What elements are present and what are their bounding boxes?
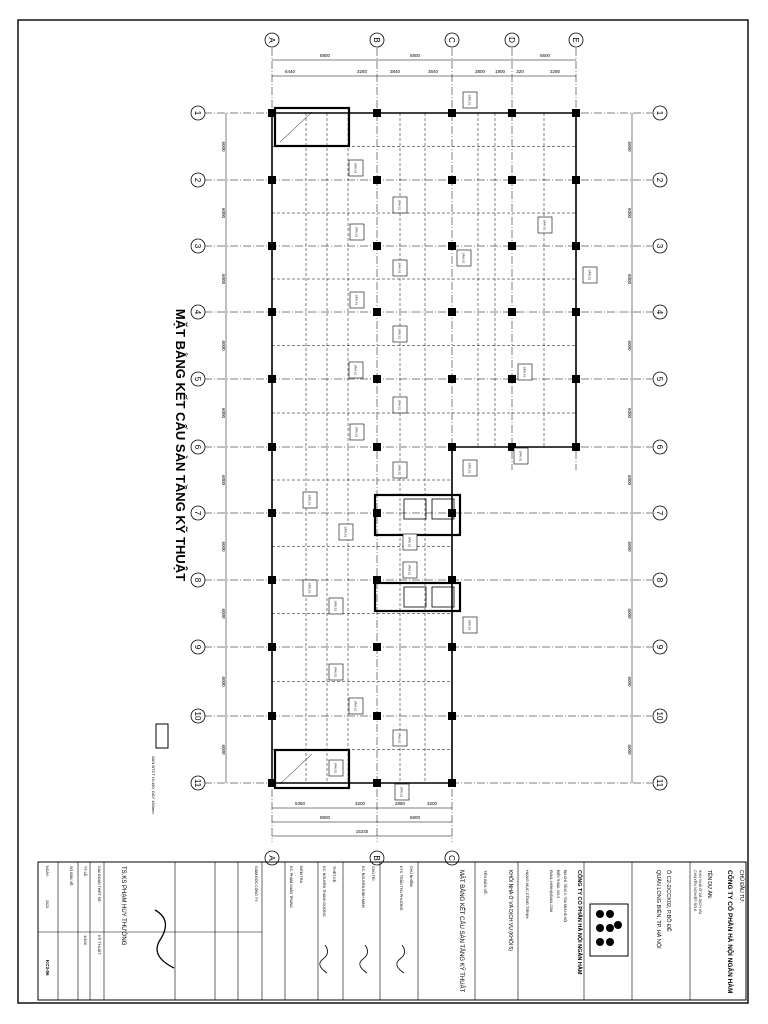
project-name: KHU NHÀ Ở VÀ DỊCH VỤ [698, 870, 702, 915]
project-line2: CHUYÊN NGHIỆP SỐ 6 [693, 870, 697, 912]
column [268, 643, 276, 651]
dimension-top-detail: 3260 [356, 69, 368, 74]
column [373, 242, 381, 250]
column [508, 242, 516, 250]
grid-bubble-left-label: 11 [193, 778, 202, 788]
logo-mark [596, 924, 604, 932]
grid-bubble-left-label: 7 [193, 510, 202, 516]
column [373, 712, 381, 720]
role-label: KIỂM TRA: [299, 866, 303, 884]
column [508, 375, 516, 383]
phase-value: KỸ THUẬT [97, 935, 102, 955]
dimension-bottom-overall: 6800 [409, 815, 421, 820]
dimension-top-overall: 8800 [319, 53, 331, 58]
column [373, 375, 381, 383]
consultant-name: CÔNG TY CỔ PHẦN HÀ NỘI NGÂN HÀM [576, 870, 582, 975]
slab-tag-label: SÀN S1 [397, 464, 402, 476]
grid-bubble-left-label: 6 [193, 444, 202, 450]
column [448, 375, 456, 383]
sheet-name-label: TÊN BẢN VẼ: [483, 870, 488, 895]
column [448, 643, 456, 651]
grid-bubble-top-label: D [507, 37, 516, 43]
scale-label: TỶ LỆ: [83, 866, 87, 877]
dimension-top-overall: 6800 [409, 53, 421, 58]
column [572, 375, 580, 383]
column [373, 109, 381, 117]
slab-tag-label: SÀN S1 [397, 262, 402, 274]
grid-bubble-right-label: 2 [655, 177, 664, 183]
slab-tag-label: SÀN S1 [353, 162, 358, 174]
column [373, 779, 381, 787]
slab-tag-label: SÀN S1 [542, 219, 547, 231]
dimension-row-right: 6000 [627, 541, 632, 552]
slab-tag-label: SÀN S1 [353, 364, 358, 376]
column [508, 308, 516, 316]
column [448, 308, 456, 316]
grid-bubble-top-label: A [267, 37, 276, 43]
approver-signature [155, 910, 174, 968]
grid-bubble-right-label: 8 [655, 577, 664, 583]
column [572, 308, 580, 316]
elevator-shaft [404, 587, 426, 607]
legend-note: SÀN BTCT H=160, DÀY 160mm [151, 756, 156, 814]
grid-bubble-right-label: 5 [655, 376, 664, 382]
slab-tag-label: SÀN S1 [353, 700, 358, 712]
grid-bubble-left-label: 9 [193, 644, 202, 650]
slab-tag-label: SÀN S1 [333, 666, 338, 678]
column [268, 576, 276, 584]
grid-bubble-left-label: 1 [193, 110, 202, 116]
column [572, 176, 580, 184]
column [448, 443, 456, 451]
column [268, 443, 276, 451]
column [448, 712, 456, 720]
column [448, 509, 456, 517]
role-name: KS. PHẠM XUÂN TRUNG [289, 866, 293, 908]
grid-bubble-right-label: 1 [655, 110, 664, 116]
sheet-no-value: KC3-06 [45, 960, 50, 976]
slab-tag-label: SÀN S1 [467, 462, 472, 474]
slab-tag-label: SÀN S1 [307, 582, 312, 594]
location-line: QUẬN LONG BIÊN, TP. HÀ NỘI [655, 870, 661, 949]
dimension-row-right: 6000 [627, 608, 632, 619]
column [268, 509, 276, 517]
column [448, 176, 456, 184]
grid-bubble-top-label: C [447, 37, 456, 43]
column [508, 109, 516, 117]
slab-tag-label: SÀN S1 [333, 600, 338, 612]
elevator-shaft [432, 587, 454, 607]
column [373, 308, 381, 316]
building-outline [272, 113, 576, 783]
grid-bubble-left-label: 5 [193, 376, 202, 382]
dimension-bottom-detail: 3200 [354, 801, 366, 806]
logo-mark [606, 910, 614, 918]
date-value: 2023 [45, 900, 49, 908]
consultant-info: ĐỊA CHỈ: TẦNG 5, TÒA NHÀ HÀ NỘI [563, 870, 567, 923]
project-label: TÊN DỰ ÁN: [706, 870, 712, 899]
drawing-title: MẶT BẰNG KẾT CẤU SÀN TẦNG KỸ THUẬT [173, 308, 188, 582]
dimension-bottom-detail: 2880 [394, 801, 406, 806]
grid-bubble-top-label: E [571, 37, 580, 43]
slab-tag-label: SÀN S1 [399, 786, 404, 798]
dimension-top-detail: 3840 [389, 69, 401, 74]
role-label: CHỦ NHIỆM: [409, 866, 413, 888]
grid-bubble-right-label: 11 [655, 778, 664, 788]
grid-bubble-bottom-label: B [372, 855, 381, 861]
dimension-row-right: 6000 [627, 676, 632, 687]
dimension-top-detail: 3290 [549, 69, 561, 74]
approver-label: GIÁM ĐỐC CÔNG TY: [254, 866, 258, 903]
column [572, 443, 580, 451]
dimension-row-left: 6000 [221, 676, 226, 687]
dimension-row-left: 6000 [221, 744, 226, 755]
dimension-row-left: 6000 [221, 207, 226, 219]
grid-bubble-right-label: 3 [655, 243, 664, 249]
slab-tag-label: SÀN S1 [522, 366, 527, 378]
slab-tag-label: SÀN S1 [397, 399, 402, 411]
dimension-row-right: 6000 [627, 407, 632, 419]
slab-tag-label: SÀN S1 [397, 199, 402, 211]
elevator-shaft [404, 499, 426, 519]
slab-tag-label: SÀN S1 [518, 450, 523, 462]
dimension-row-left: 6000 [221, 608, 226, 619]
dimension-row-left: 6000 [221, 141, 226, 152]
dimension-top-detail: 320 [516, 69, 524, 74]
building-name: KHỐI NHÀ Ở VÀ DỊCH VỤ (KHỐI 5) [507, 870, 513, 951]
approver-name: TS.KS PHẠM HUY THƯỜNG [120, 866, 126, 946]
column [448, 242, 456, 250]
slab-tag-label: SÀN S1 [354, 226, 359, 238]
column [373, 643, 381, 651]
role-name: KTS. TRẦN THU PHƯƠNG [399, 866, 403, 911]
role-name: KS. NGUYỄN THÀNH DƯƠNG [322, 866, 326, 917]
dimension-bottom-total: 15240 [355, 829, 369, 834]
dimension-top-detail: 3800 [474, 69, 486, 74]
dimension-row-right: 6000 [627, 141, 632, 152]
dimension-bottom-detail: 5360 [294, 801, 306, 806]
grid-bubble-right-label: 7 [655, 510, 664, 516]
dimension-top-detail: 3840 [427, 69, 439, 74]
dimension-row-right: 6000 [627, 340, 632, 351]
dimension-top-detail: 1900 [494, 69, 506, 74]
title-block [38, 862, 746, 1000]
grid-bubble-left-label: 10 [193, 711, 202, 721]
consultant-info: EMAIL: HNNH@GMAIL.COM [549, 870, 553, 913]
slab-tag-label: SÀN S1 [467, 94, 472, 106]
logo-mark [606, 924, 614, 932]
slab-tag-label: SÀN S1 [587, 269, 592, 281]
consultant-info: ĐIỆN THOẠI: 024.3 [556, 870, 560, 898]
grid-bubble-right-label: 6 [655, 444, 664, 450]
legend-swatch [156, 724, 168, 748]
dimension-top-detail: 6440 [284, 69, 296, 74]
dimension-row-right: 6000 [627, 273, 632, 285]
floor-plan [191, 33, 667, 865]
logo-mark [614, 921, 622, 929]
elevator-core-upper [375, 495, 460, 535]
column [572, 242, 580, 250]
owner-label: CHỦ ĐẦU TƯ: [738, 870, 744, 903]
grid-bubble-top-label: B [372, 37, 381, 43]
dimension-bottom-overall: 8800 [319, 815, 331, 820]
location-line: Ô C2-2/CCK02, P.BỒ ĐỀ [665, 870, 671, 932]
building-label: HẠNG MỤC CÔNG TRÌNH: [525, 870, 530, 920]
column [373, 443, 381, 451]
dimension-row-left: 6000 [221, 273, 226, 285]
grid-bubble-right-label: 4 [655, 309, 664, 315]
slab-tag-label: SÀN S1 [354, 426, 359, 438]
grid-bubble-bottom-label: A [267, 855, 276, 861]
dimension-row-left: 6000 [221, 474, 226, 486]
sheet-no-label: SỐ BẢN VẼ: [69, 866, 73, 887]
column [268, 712, 276, 720]
column [572, 109, 580, 117]
phase-label: GIAI ĐOẠN THIẾT KẾ: [97, 866, 101, 903]
grid-bubble-right-label: 10 [655, 711, 664, 721]
role-name: KS. NGUYỄN ĐÌNH MINH [361, 866, 365, 909]
role-label: THIẾT KẾ: [332, 866, 336, 884]
column [268, 375, 276, 383]
grid-bubble-left-label: 8 [193, 577, 202, 583]
logo-mark [606, 938, 614, 946]
column [268, 308, 276, 316]
slab-tag-label: SÀN S1 [397, 732, 402, 744]
date-label: NGÀY: [45, 866, 49, 877]
slab-tag-label: SÀN S1 [467, 619, 472, 631]
slab-tag-label: SÀN S1 [407, 536, 412, 548]
dimension-row-right: 6000 [627, 207, 632, 219]
scale-value: 1/100 [83, 935, 88, 946]
dimension-row-left: 6000 [221, 407, 226, 419]
grid-bubble-bottom-label: C [447, 855, 456, 861]
column [268, 176, 276, 184]
logo-mark [596, 938, 604, 946]
dimension-row-right: 6000 [627, 744, 632, 755]
stair-diagonal [280, 754, 312, 784]
signature-mark [320, 945, 328, 973]
column [373, 176, 381, 184]
sheet-name: MẶT BẰNG KẾT CẤU SÀN TẦNG KỸ THUẬT [458, 870, 464, 993]
slab-tag-label: SÀN S1 [354, 294, 359, 306]
dimension-top-overall: 5600 [539, 53, 551, 58]
column [268, 242, 276, 250]
dimension-bottom-detail: 3200 [426, 801, 438, 806]
signature-mark [397, 945, 405, 973]
dimension-row-left: 6000 [221, 541, 226, 552]
slab-tag-label: SÀN S1 [333, 762, 338, 774]
slab-tag-label: SÀN S1 [407, 564, 412, 576]
column [448, 779, 456, 787]
column [448, 109, 456, 117]
slab-tag-label: SÀN S1 [461, 252, 466, 264]
owner-name: CÔNG TY CỔ PHẦN HÀ NỘI NGÂN HÀM [726, 870, 733, 994]
dimension-row-left: 6000 [221, 340, 226, 351]
slab-tag-label: SÀN S1 [397, 328, 402, 340]
stair-diagonal [280, 112, 312, 142]
slab-tag-label: SÀN S1 [343, 526, 348, 538]
slab-tag-label: SÀN S1 [307, 494, 312, 506]
column [508, 176, 516, 184]
logo-mark [596, 910, 604, 918]
dimension-row-right: 6000 [627, 474, 632, 486]
grid-bubble-left-label: 3 [193, 243, 202, 249]
grid-bubble-left-label: 2 [193, 177, 202, 183]
role-label: CHỦ TRÌ: [371, 866, 375, 882]
signature-mark [360, 945, 368, 973]
grid-bubble-left-label: 4 [193, 309, 202, 315]
grid-bubble-right-label: 9 [655, 644, 664, 650]
